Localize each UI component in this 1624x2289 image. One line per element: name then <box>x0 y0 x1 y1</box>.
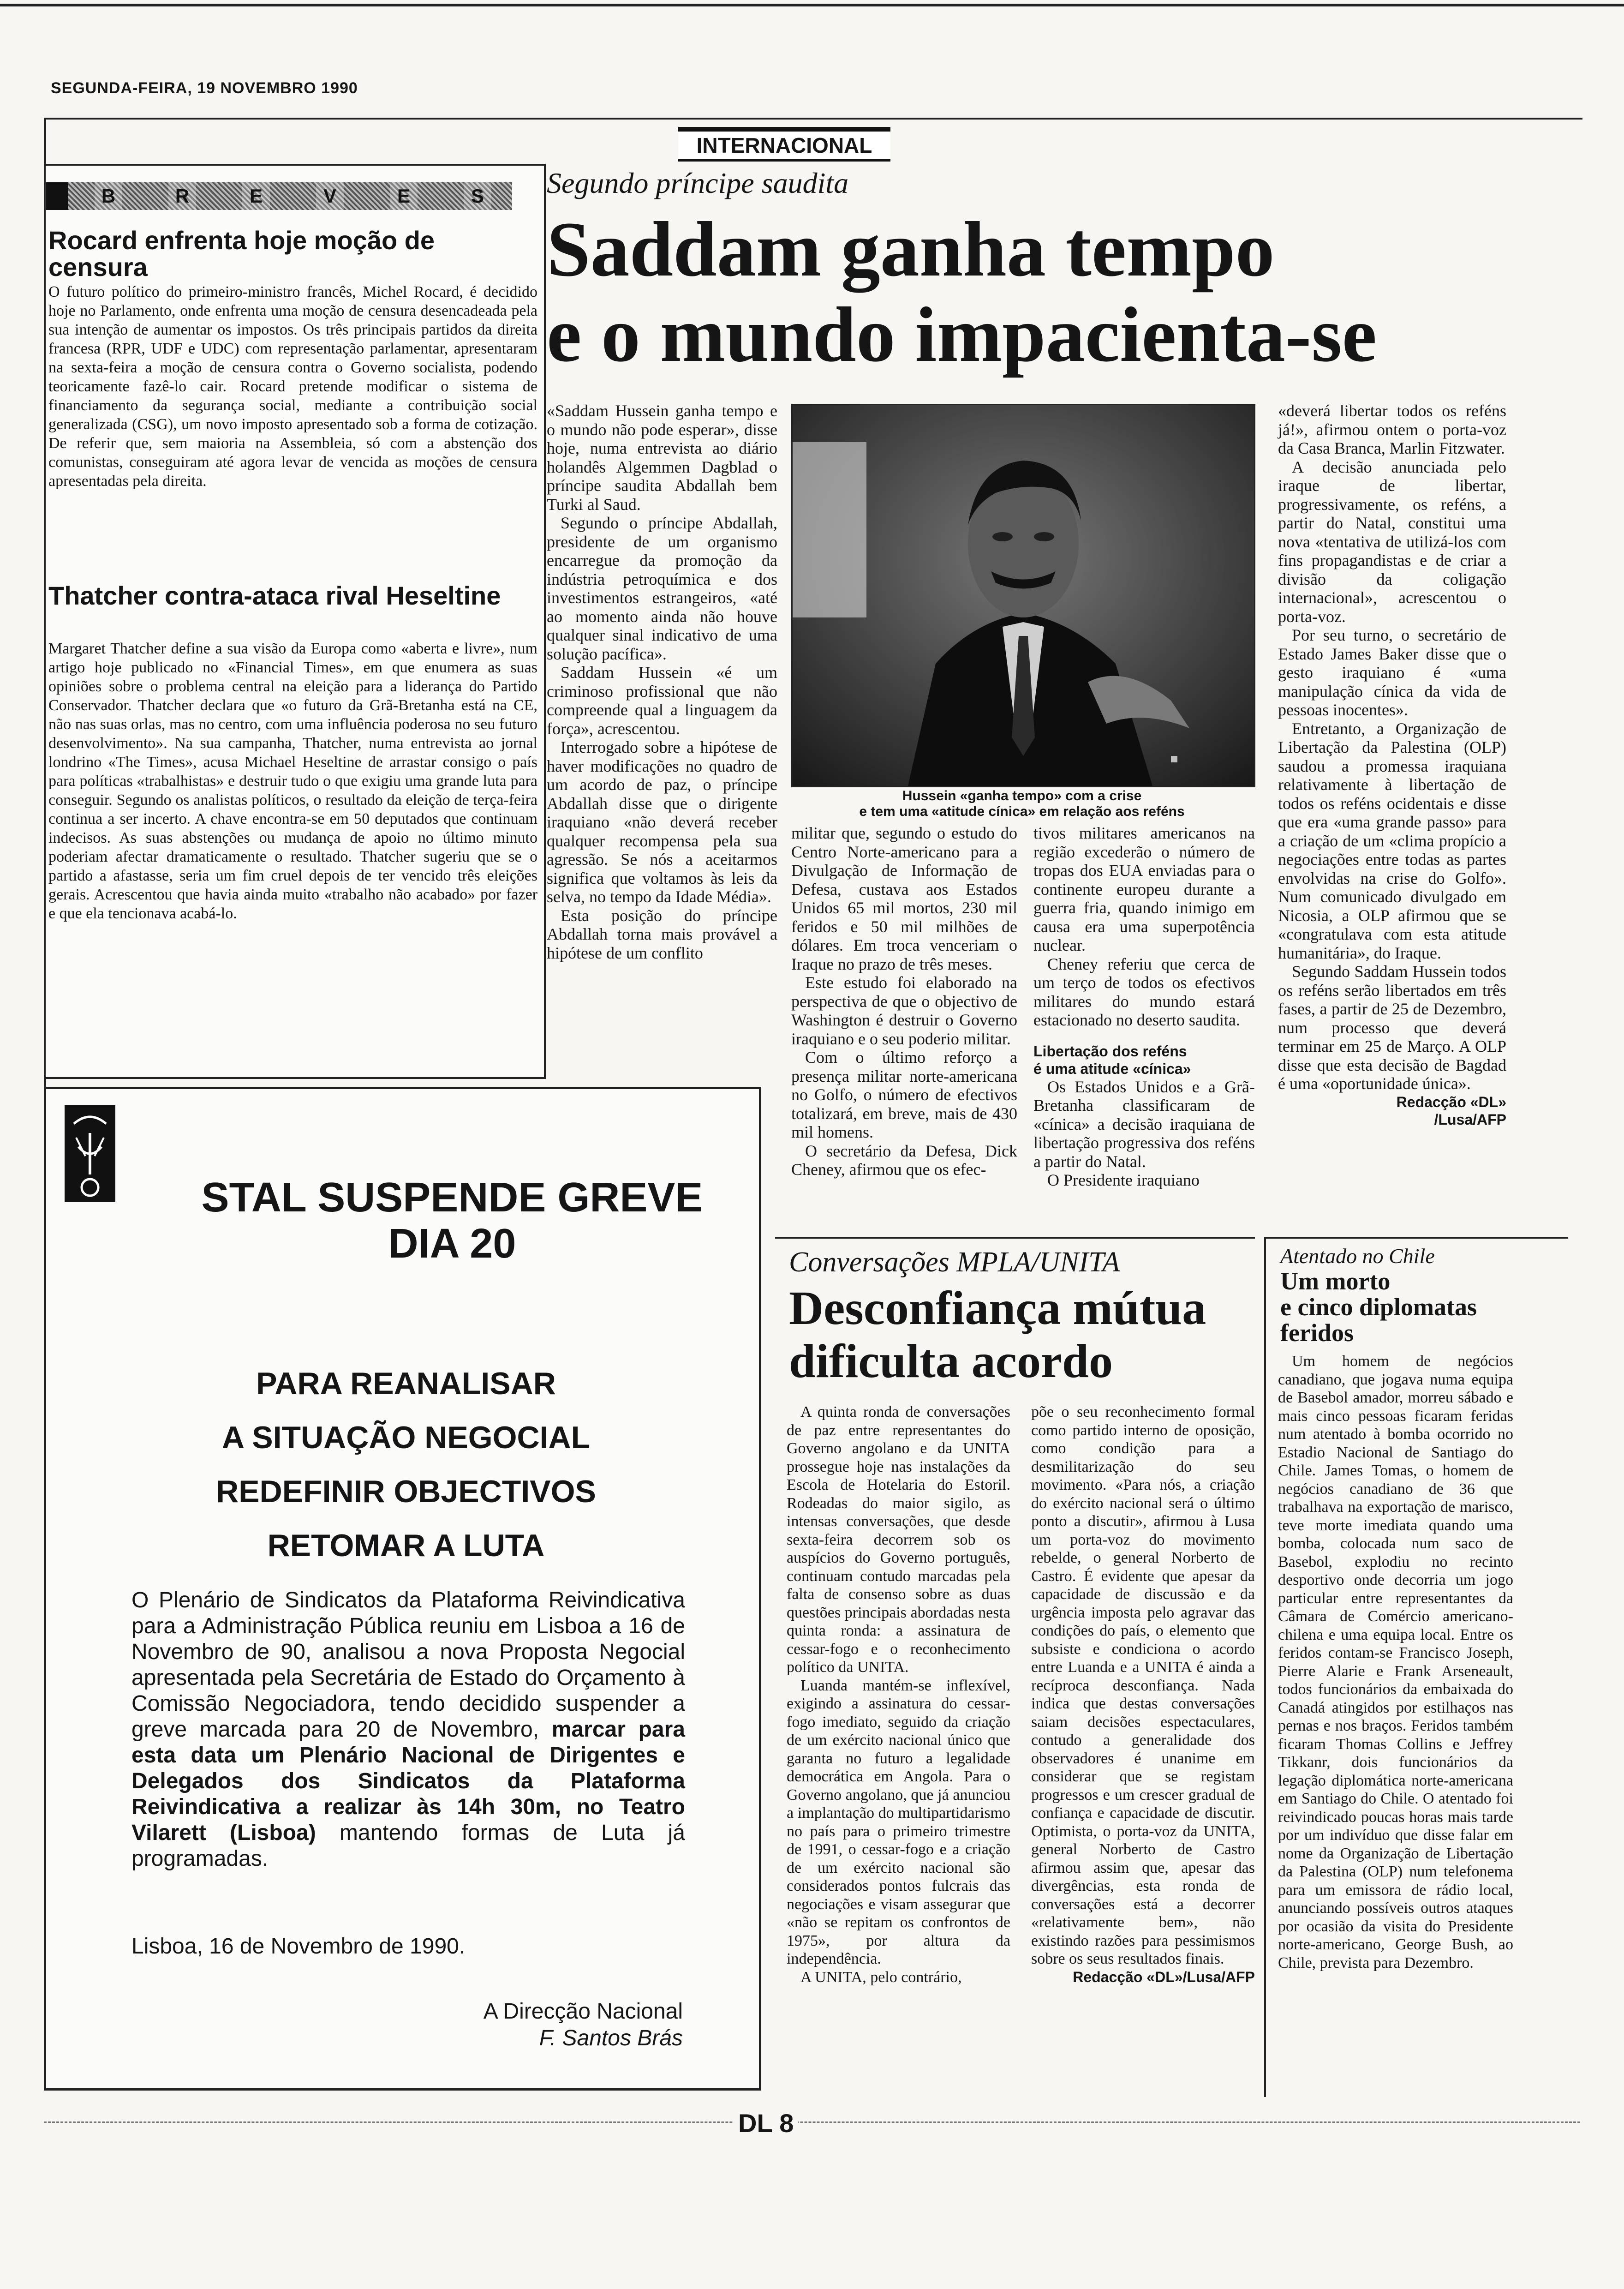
breves-letter: S <box>464 182 491 210</box>
story-headline: e o mundo impacienta-se <box>547 291 1377 378</box>
paragraph: Este estudo foi elaborado na perspectiva de que o objectivo de Washington é destruir o Governo iraquiano e o seu poderio militar. <box>791 973 1017 1048</box>
breves-letter: V <box>316 182 344 210</box>
paragraph: A UNITA, pelo contrário, <box>800 1968 962 1986</box>
breves-letter: R <box>168 182 196 210</box>
paragraph: Por seu turno, o secretário de Estado James Baker disse que o gesto iraquiano é «uma manipulação cínica da vida de pessoas inocentes». <box>1278 626 1506 719</box>
breves-letter: E <box>390 182 418 210</box>
story-column <box>1033 824 1255 1190</box>
paragraph: põe o seu reconhecimento formal como partido interno de oposição, como condição para a desmilitarização do seu movimento. «Para nós, a criação do exército nacional será o último ponto a discutir», afirmou à Lusa um porta-voz do movimento rebelde, o general Norberto de Castro. É evidente que apesar da capacidade de discussão e da urgência imposta pelo agravar das condições do país, o elemento que subsiste e condiciona o acordo entre Luanda e a UNITA é ainda a recíproca desconfiança. Nada indica que destas conversações saiam decisões espectaculares, contudo a generalidade dos observadores é unanime em considerar que se registam progressos e um crescer gradual de confiança e capacidade de discutir. Optimista, o porta-voz da UNITA, general Norberto de Castro afirmou assim que, apesar das divergências, esta ronda de conversações está a decorrer «relativamente bem», não existindo razões para pessimismos sobre os seus resultados finais. <box>1031 1403 1255 1967</box>
brief-headline: Thatcher contra-ataca rival Heseltine <box>48 581 501 610</box>
signature-line: A Direcção Nacional <box>483 1999 683 2024</box>
brief-body: Margaret Thatcher define a sua visão da Europa como «aberta e livre», num artigo hoje publicado no «Financial Times», em que enumera as suas opiniões sobre o problema central na eleição para a liderança do Partido Conservador. Thatcher declara que «o futuro da Grã-Bretanha está na CE, não nas suas orlas, mas no centro, com uma influência poderosa no seu futuro desenvolvimento». Na sua campanha, Thatcher, numa entrevista ao jornal londrino «The Times», acusa Michael Heseltine de arrastar consigo o país para políticas «trabalhistas» e destruir tudo o que exigiu uma grande luta para conseguir. Segundo os analistas políticos, o resultado da eleição de terça-feira continua a ser incerto. A chave encontra-se em 50 deputados que continuam indecisos. As suas abstenções ou mudança de apoio no último minuto poderiam afectar dramaticamente o resultado. Thatcher sugeriu que se o partido a afastasse, seria um fim cruel depois de ter vencido três eleições gerais. Acrescentou que havia ainda muito «trabalho não acabado» por fazer e que ela tencionava acabá-lo. <box>48 640 537 922</box>
notice-title-line: DIA 20 <box>388 1221 516 1267</box>
story-credit: Redacção «DL» <box>1396 1093 1506 1110</box>
brief-headline: Rocard enfrenta hoje moção de censura <box>48 226 435 282</box>
notice-signature <box>323 1998 683 2052</box>
paragraph: Entretanto, a Organização de Libertação da Palestina (OLP) saudou a promessa iraquiana relativamente à libertação de todos os reféns ocidentais e disse que era «uma grande passo» para a criação de um «clima propício a negociações entre todas as partes envolvidas na crise do Golfo». Num comunicado divulgado em Nicosia, a OLP afirmou que se «congratulava com esta atitude humanitária», do Iraque. <box>1278 719 1506 962</box>
paragraph: Segundo o príncipe Abdallah, presidente de um organismo encarregue da promoção da indústria petroquímica e dos investimentos estrangeiros, «até ao momento ainda não houve qualquer sinal indicativo de uma solução pacífica». <box>547 514 777 663</box>
story-kicker: Segundo príncipe saudita <box>547 167 849 199</box>
top-rule <box>0 4 1624 6</box>
story-kicker: Atentado no Chile <box>1280 1244 1435 1268</box>
photo-image <box>793 405 1254 786</box>
story-column <box>547 401 777 962</box>
paragraph: Segundo Saddam Hussein todos os reféns serão libertados em três fases, a partir de 25 de Dezembro, num processo que deverá terminar em 25 de Março. A OLP disse que esta decisão de Bagdad é uma «oportunidade única». <box>1278 962 1506 1093</box>
stal-logo <box>65 1105 115 1202</box>
caption-line: Hussein «ganha tempo» com a crise <box>902 788 1142 803</box>
story-column <box>1278 1352 1513 1972</box>
story-column <box>1278 401 1506 1128</box>
page-number: DL 8 <box>734 2108 798 2138</box>
notice-list-item: REDEFINIR OBJECTIVOS <box>216 1474 596 1509</box>
paragraph: Os Estados Unidos e a Grã-Bretanha classificaram de «cínica» a decisão iraquiana de libertação progressiva dos reféns a partir do Natal. <box>1033 1077 1255 1171</box>
dateline: SEGUNDA-FEIRA, 19 NOVEMBRO 1990 <box>51 79 358 97</box>
notice-place-date: Lisboa, 16 de Novembro de 1990. <box>131 1934 466 1959</box>
story-credit: /Lusa/AFP <box>1434 1111 1506 1128</box>
paragraph: Esta posição do príncipe Abdallah torna mais provável a hipótese de um conflito <box>547 906 777 962</box>
paragraph: «deverá libertar todos os reféns já!», afirmou ontem o porta-voz da Casa Branca, Marlin Fitzwater. <box>1278 401 1506 457</box>
paragraph: Um homem de negócios canadiano, que jogava numa equipa de Basebol amador, morreu sábado e mais cinco pessoas ficaram feridas num atentado à bomba ocorrido no Estadio Nacional de Santiago do Chile. James Tomas, o homem de negócios canadiano de 36 que trabalhava na exportação de marisco, teve morte imediata quando uma bomba, colocada num saco de Basebol, explodiu no recinto desportivo onde decorria um jogo particular entre representantes da Câmara de Comércio americano-chilena e uma equipa local. Entre os feridos contam-se Francisco Joseph, Pierre Alarie e Frank Arseneault, todos funcionários da embaixada do Canadá atingidos por estilhaços nas pernas e nos braços. Feridos também ficaram Thomas Collins e Jeffrey Tikkanr, dois funcionários da legação diplomática norte-americana em Santiago do Chile. O atentado foi reivindicado poucas horas mais tarde por um indivíduo que disse falar em nome da Organização de Libertação da Palestina (OLP) num telefonema para um emissora de rádio local, anunciando possíveis outros ataques por ocasião da visita do Presidente norte-americano, George Bush, ao Chile, prevista para Dezembro. <box>1278 1353 1513 1971</box>
notice-title-line: STAL SUSPENDE GREVE <box>201 1174 703 1221</box>
headline-line: e cinco diplomatas <box>1280 1293 1477 1321</box>
notice-body <box>131 1588 685 1872</box>
notice-body-text: O Plenário de Sindicatos da Plataforma Reivindicativa para a Administração Pública reuniu em Lisboa a 16 de Novembro de 90, analisou a nova Proposta Negocial apresentada pela Secretária de Estado do Orçamento à Comissão Negociadora, tendo decidido suspender a greve marcada para 20 de Novembro, <box>131 1588 685 1742</box>
story-credit: Redacção «DL»/Lusa/AFP <box>1073 1968 1255 1985</box>
paragraph: «Saddam Hussein ganha tempo e o mundo não pode esperar», disse hoje, numa entrevista ao diário holandês Algemmen Dagblad o príncipe saudita Abdallah bem Turki al Saud. <box>547 401 777 514</box>
paragraph: Luanda mantém-se inflexível, exigindo a assinatura do cessar-fogo imediato, seguido da criação de um exército nacional único que garanta no futuro a legalidade democrática em Angola. Para o Governo angolano, que já anunciou a implantação do multipartidarismo no país para o primeiro trimestre de 1991, o cessar-fogo e a criação de um exército nacional são considerados pontos fulcrais das negociações e visam assegurar que «não se repitam os confrontos de 1975», por altura da independência. <box>787 1677 1010 1967</box>
paragraph: A decisão anunciada pelo iraque de libertar, progressivamente, os reféns, a partir do Natal, constitui uma nova «tentativa de utilizá-los com fins propagandistas e de criar a divisão da coligação internacional», acrescentou o porta-voz. <box>1278 457 1506 626</box>
paragraph: O Presidente iraquiano <box>1047 1171 1200 1189</box>
paragraph: Saddam Hussein «é um criminoso profissional que não compreende qual a linguagem da força», acrescentou. <box>547 663 777 738</box>
headline-line: Um morto <box>1280 1267 1391 1295</box>
divider <box>775 1237 1255 1239</box>
paragraph: tivos militares americanos na região excederão o número de tropas dos EUA enviadas para o continente europeu durante a guerra fria, quando inimigo em causa era uma superpotência nuclear. <box>1033 824 1255 954</box>
news-photo <box>791 404 1255 787</box>
story-column <box>787 1403 1010 1986</box>
signature-line: F. Santos Brás <box>539 2026 683 2050</box>
bottom-rule <box>44 2121 1580 2123</box>
story-column <box>1031 1403 1255 1986</box>
notice-body-bold: marcar para esta data um Plenário Nacional de Dirigentes e Delegados dos Sindicatos da Plataforma Reivindicativa a realizar às 14h 30m, no Teatro Vilarett (Lisboa) <box>131 1717 686 1845</box>
breves-marker <box>46 182 68 210</box>
breves-letter: B <box>95 182 122 210</box>
story-headline: Desconfiança mútua <box>789 1282 1206 1335</box>
paragraph: Interrogado sobre a hipótese de haver modificações no quadro de um acordo de paz, o príncipe Abdallah disse que o dirigente iraquiano «não deverá receber qualquer recompensa pela sua agressão. Se nós a aceitarmos significa que voltamos às leis da selva, no tempo da Idade Média». <box>547 738 777 906</box>
caption-line: e tem uma «atitude cínica» em relação aos reféns <box>859 804 1185 819</box>
notice-title <box>166 1174 738 1267</box>
photo-caption <box>791 788 1253 820</box>
story-column <box>791 824 1017 1179</box>
paragraph: Com o último reforço a presença militar norte-americana no Golfo, o número de efectivos totalizará, em breve, mais de 430 mil homens. <box>791 1048 1017 1141</box>
breves-letter: E <box>242 182 270 210</box>
paragraph: O secretário da Defesa, Dick Cheney, afirmou que os efec- <box>791 1141 1017 1179</box>
paragraph: A quinta ronda de conversações de paz entre representantes do Governo angolano e da UNITA prossegue hoje nas instalações da Escola de Hotelaria do Estoril. Rodeadas do maior sigilo, as intensas conversações, que desde sexta-feira decorrem sob os auspícios do Governo português, continuam contudo marcadas pela falta de consenso sobre as duas questões principais abordadas nesta quinta ronda: a assinatura de cessar-fogo e o reconhecimento político da UNITA. <box>787 1403 1010 1676</box>
notice-list-item: RETOMAR A LUTA <box>267 1528 545 1563</box>
brief-body: O futuro político do primeiro-ministro francês, Michel Rocard, é decidido hoje no Parlamento, onde enfrenta uma moção de censura desencadeada pela sua intenção de aumentar os impostos. Os três principais partidos da direita francesa (RPR, UDF e UDC) com representação parlamentar, apresentaram na sexta-feira a moção de censura contra o Governo socialista, podendo teoricamente fazê-lo cair. Rocard pretende modificar o sistema de financiamento da segurança social, mediante a contribuição social generalizada (CSG), um novo imposto apresentado sob a forma de cotização. De referir que, sem maioria na Assembleia, só com a abstenção dos comunistas, conseguiram até agora levar de vencida as moções de censura apresentadas pela direita. <box>48 283 537 490</box>
paragraph: militar que, segundo o estudo do Centro Norte-americano para a Divulgação de Informação de Defesa, custava aos Estados Unidos 65 mil mortos, 230 mil feridos e 50 mil milhões de dólares. Em troca venceriam o Iraque no prazo de três meses. <box>791 824 1017 973</box>
notice-list-item: PARA REANALISAR <box>256 1366 556 1401</box>
stal-emblem-icon <box>65 1105 115 1202</box>
notice-list-item: A SITUAÇÃO NEGOCIAL <box>221 1420 591 1455</box>
story-kicker: Conversações MPLA/UNITA <box>789 1246 1120 1278</box>
paragraph: Cheney referiu que cerca de um terço de todos os efectivos militares do mundo estará estacionado no deserto saudita. <box>1033 954 1255 1029</box>
subhead: é uma atitude «cínica» <box>1033 1060 1191 1077</box>
story-headline <box>1280 1268 1566 1346</box>
story-headline: dificulta acordo <box>789 1335 1113 1388</box>
notice-list <box>69 1357 743 1573</box>
story-headline: Saddam ganha tempo <box>547 206 1275 293</box>
headline-line: feridos <box>1280 1319 1354 1347</box>
notice-body-text: mantendo formas de Luta já programadas. <box>131 1821 685 1871</box>
section-tag: INTERNACIONAL <box>678 127 890 162</box>
subhead: Libertação dos reféns <box>1033 1043 1187 1060</box>
